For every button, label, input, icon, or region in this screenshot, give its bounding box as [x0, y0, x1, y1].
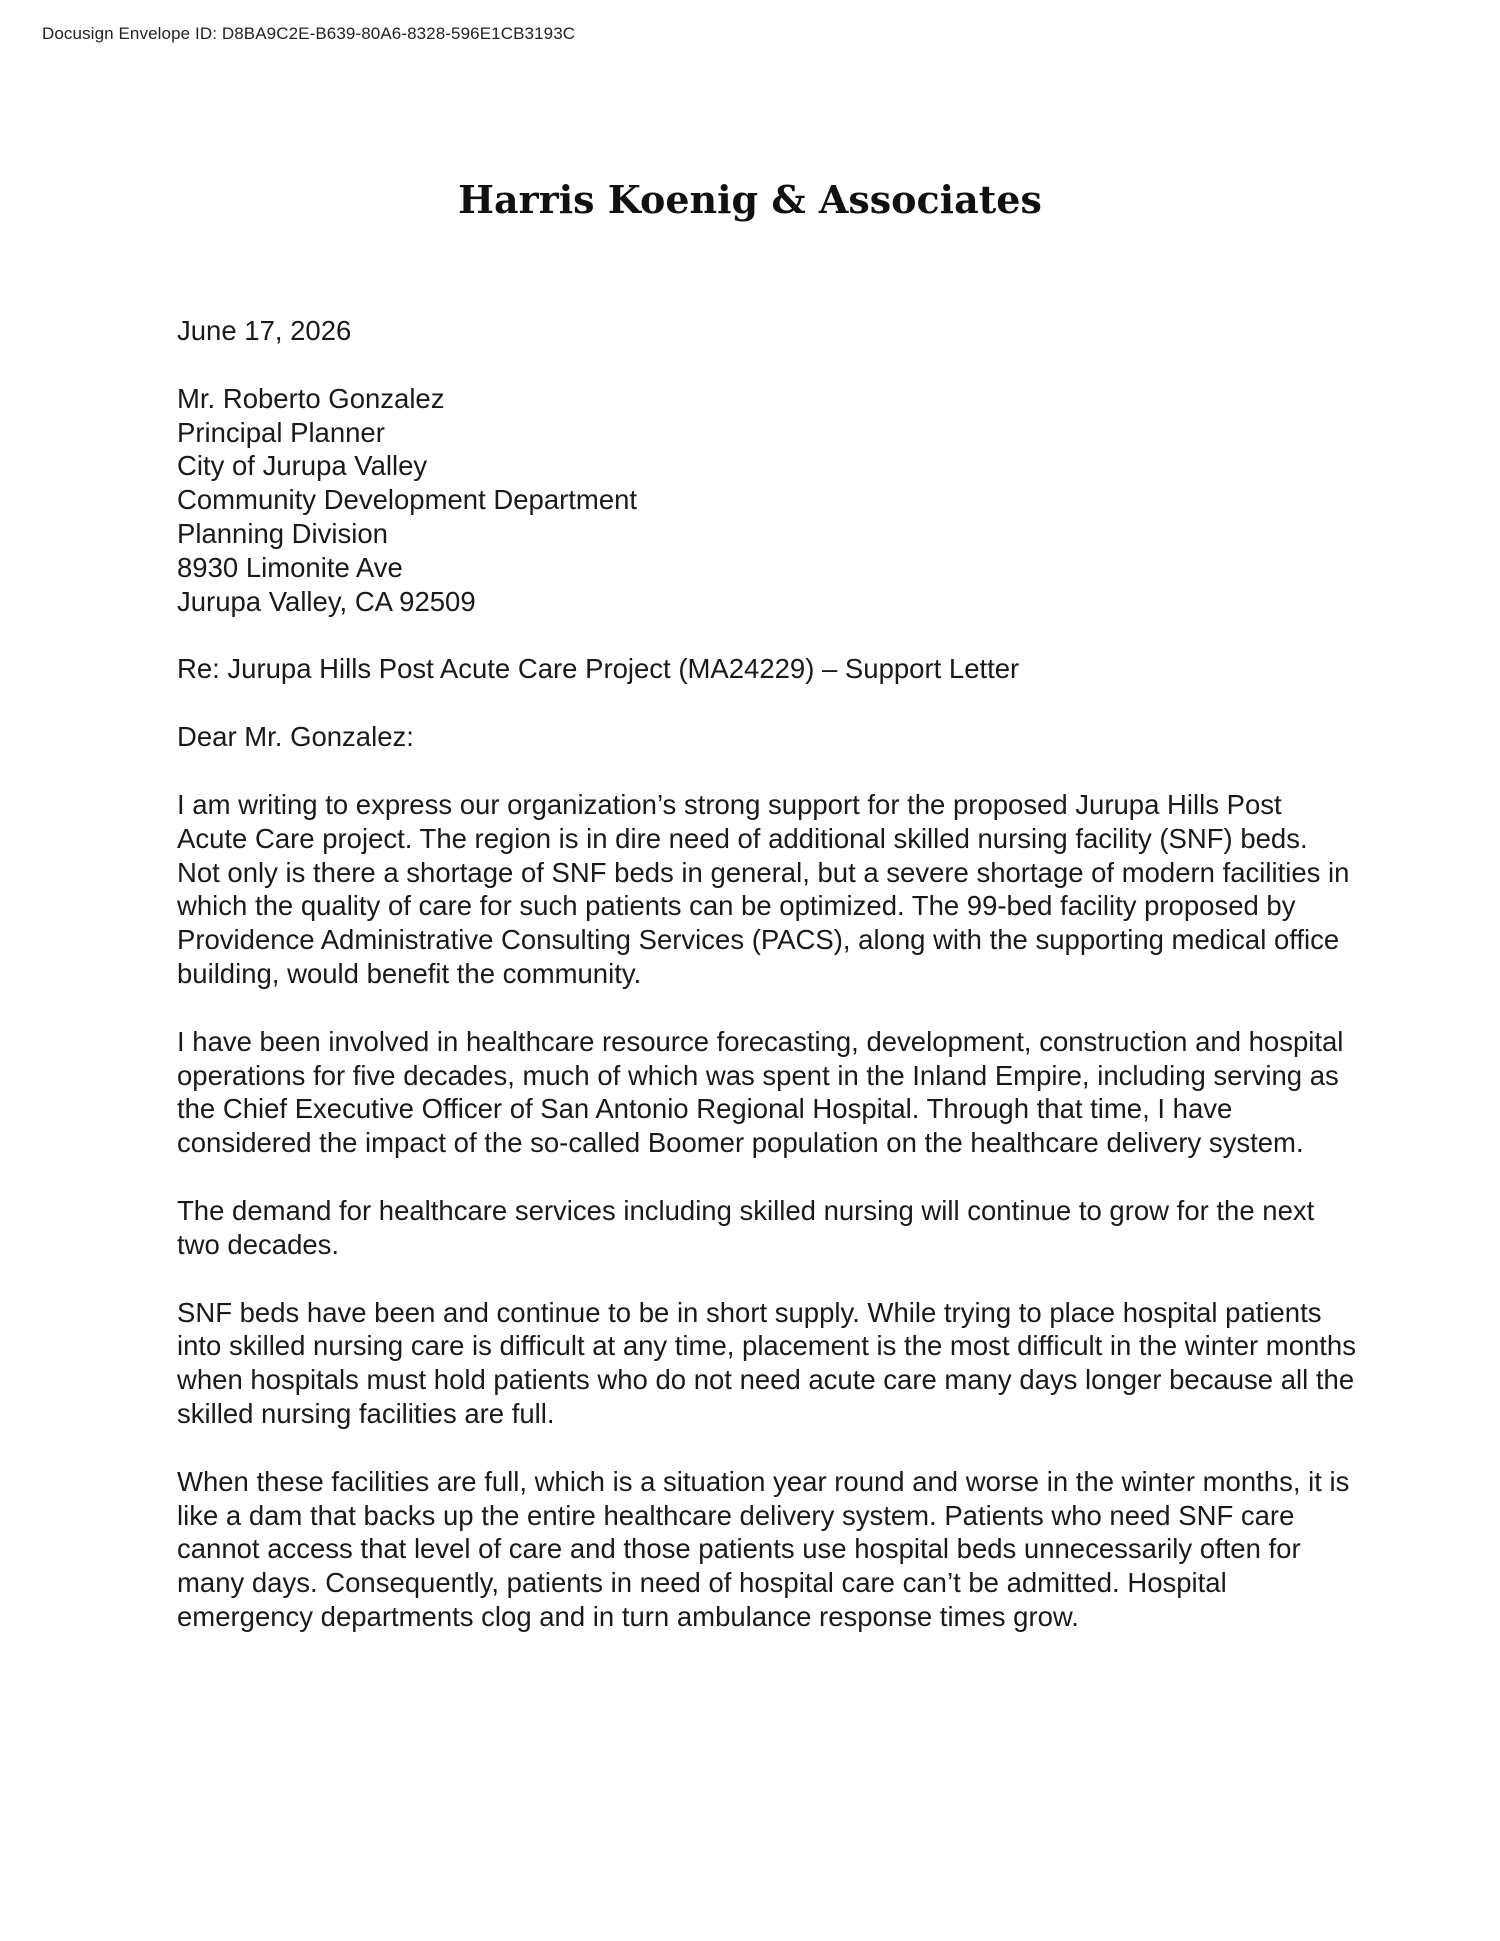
recipient-name: Mr. Roberto Gonzalez [177, 382, 445, 414]
recipient-city-state-zip: Jurupa Valley, CA 92509 [177, 585, 476, 617]
subject-line: Re: Jurupa Hills Post Acute Care Project (MA24229) – Support Letter [177, 653, 1020, 685]
letter-body [177, 314, 1357, 1668]
body-paragraph: SNF beds have been and continue to be in short supply. While trying to place hospital patients into skilled nursing care is difficult at any time, placement is the most difficult in the winter months when hospitals must hold patients who do not need acute care many days longer because all the skilled nursing facilities are full. [177, 1296, 1356, 1429]
recipient-address [177, 382, 1357, 619]
recipient-division: Planning Division [177, 517, 388, 549]
salutation: Dear Mr. Gonzalez: [177, 721, 414, 753]
body-paragraph: I am writing to express our organization’s strong support for the proposed Jurupa Hills Post Acute Care project. The region is in dire need of additional skilled nursing facility (SNF) beds. Not only is there a shortage of SNF beds in general, but a severe shortage of modern facilities in which the quality of care for such patients can be optimized. The 99-bed facility proposed by Providence Administrative Consulting Services (PACS), along with the supporting medical office building, would benefit the community. [177, 788, 1350, 989]
body-paragraph: The demand for healthcare services including skilled nursing will continue to grow for the next two decades. [177, 1194, 1315, 1260]
letter-date: June 17, 2026 [177, 315, 352, 346]
body-paragraph: I have been involved in healthcare resource forecasting, development, construction and hospital operations for five decades, much of which was spent in the Inland Empire, including serving as the Chief Executive Officer of San Antonio Regional Hospital. Through that time, I have considered the impact of the so-called Boomer population on the healthcare delivery system. [177, 1025, 1344, 1159]
recipient-title: Principal Planner [177, 416, 385, 448]
letterhead-title: Harris Koenig & Associates [458, 177, 1042, 222]
recipient-street: 8930 Limonite Ave [177, 551, 403, 583]
docusign-envelope-id: Docusign Envelope ID: D8BA9C2E-B639-80A6-8328-596E1CB3193C [42, 24, 576, 43]
recipient-department: Community Development Department [177, 484, 638, 516]
body-paragraph: When these facilities are full, which is a situation year round and worse in the winter months, it is like a dam that backs up the entire healthcare delivery system. Patients who need SNF care cannot access that level of care and those patients use hospital beds unnecessarily often for many days. Consequently, patients in need of hospital care can’t be admitted. Hospital emergency departments clog and in turn ambulance response times grow. [177, 1465, 1350, 1632]
recipient-organization: City of Jurupa Valley [177, 450, 428, 482]
